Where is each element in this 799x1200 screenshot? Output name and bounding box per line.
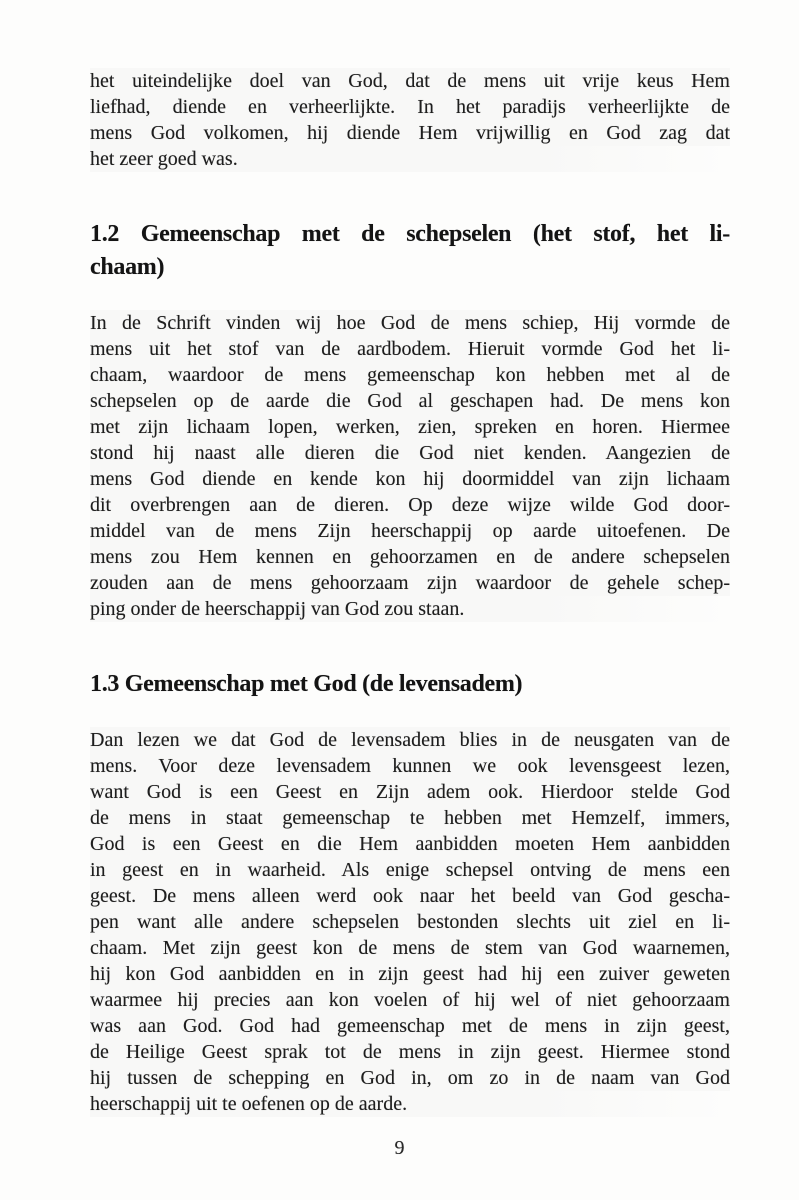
paragraph-line: mens God volkomen, hij diende Hem vrijwillig en God zag dat	[90, 122, 730, 144]
paragraph-line: de Heilige Geest sprak tot de mens in zijn geest. Hiermee stond	[90, 1041, 730, 1063]
paragraph-line: heerschappij uit te oefenen op de aarde.	[90, 1091, 730, 1117]
paragraph-line: chaam, waardoor de mens gemeenschap kon hebben met al de	[90, 364, 730, 386]
paragraph-line: chaam. Met zijn geest kon de mens de stem van God waarnemen,	[90, 937, 730, 959]
heading-line: chaam)	[90, 254, 165, 280]
section-heading-1-2	[90, 218, 730, 284]
paragraph-line: geest. De mens alleen werd ook naar het beeld van God gescha-	[90, 885, 730, 907]
page-number: 9	[394, 1137, 405, 1159]
paragraph-line: mens zou Hem kennen en gehoorzamen en de andere schepselen	[90, 546, 730, 568]
paragraph-line: de mens in staat gemeenschap te hebben met Hemzelf, immers,	[90, 807, 730, 829]
paragraph-line: waarmee hij precies aan kon voelen of hij wel of niet gehoorzaam	[90, 989, 730, 1011]
paragraph-line: zouden aan de mens gehoorzaam zijn waardoor de gehele schep-	[90, 572, 730, 594]
paragraph-line: stond hij naast alle dieren die God niet kenden. Aangezien de	[90, 442, 730, 464]
paragraph-line: middel van de mens Zijn heerschappij op aarde uitoefenen. De	[90, 520, 730, 542]
section-paragraph-opening	[90, 68, 730, 172]
section-heading-1-3	[90, 668, 730, 701]
heading-line: 1.3 Gemeenschap met God (de levensadem)	[90, 671, 523, 697]
paragraph-line: dit overbrengen aan de dieren. Op deze wijze wilde God door-	[90, 494, 730, 516]
paragraph-line: liefhad, diende en verheerlijkte. In het paradijs verheerlijkte de	[90, 96, 730, 118]
paragraph-line: pen want alle andere schepselen bestonden slechts uit ziel en li-	[90, 911, 730, 933]
paragraph-line: mens God diende en kende kon hij doormiddel van zijn lichaam	[90, 468, 730, 490]
paragraph-line: Dan lezen we dat God de levensadem blies in de neusgaten van de	[90, 729, 730, 751]
paragraph-line: schepselen op de aarde die God al geschapen had. De mens kon	[90, 390, 730, 412]
section-paragraph-1-3	[90, 727, 730, 1117]
paragraph-line: was aan God. God had gemeenschap met de mens in zijn geest,	[90, 1015, 730, 1037]
paragraph-line: God is een Geest en die Hem aanbidden moeten Hem aanbidden	[90, 833, 730, 855]
section-paragraph-1-2	[90, 310, 730, 622]
paragraph-line: hij tussen de schepping en God in, om zo in de naam van God	[90, 1067, 730, 1089]
heading-line: 1.2 Gemeenschap met de schepselen (het stof, het li-	[90, 221, 730, 247]
paragraph-line: met zijn lichaam lopen, werken, zien, spreken en horen. Hiermee	[90, 416, 730, 438]
paragraph-line: ping onder de heerschappij van God zou staan.	[90, 596, 730, 622]
paragraph-line: mens uit het stof van de aardbodem. Hieruit vormde God het li-	[90, 338, 730, 360]
paragraph-line: In de Schrift vinden wij hoe God de mens schiep, Hij vormde de	[90, 312, 730, 334]
paragraph-line: het uiteindelijke doel van God, dat de mens uit vrije keus Hem	[90, 70, 730, 92]
paragraph-line: mens. Voor deze levensadem kunnen we ook levensgeest lezen,	[90, 755, 730, 777]
text-column	[90, 68, 730, 1117]
paragraph-line: want God is een Geest en Zijn adem ook. Hierdoor stelde God	[90, 781, 730, 803]
paragraph-line: het zeer goed was.	[90, 146, 730, 172]
paragraph-line: in geest en in waarheid. Als enige schepsel ontving de mens een	[90, 859, 730, 881]
paragraph-line: hij kon God aanbidden en in zijn geest had hij een zuiver geweten	[90, 963, 730, 985]
